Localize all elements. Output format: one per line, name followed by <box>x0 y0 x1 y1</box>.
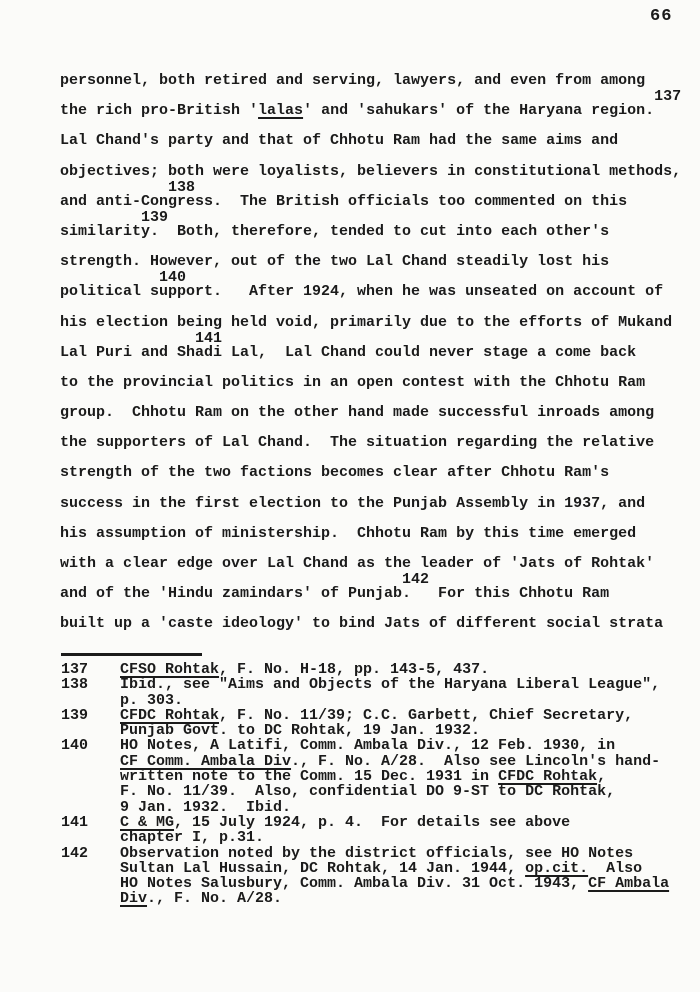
footnote-entry <box>61 738 695 814</box>
text-segment: objectives; both were loyalists, believers in constitutional methods, <box>60 162 682 180</box>
text-segment: and of the 'Hindu zamindars' of Punjab. For this Chhotu Ram <box>60 585 610 603</box>
text-segment: F. No. 11/39. Also, confidential DO 9-ST to DC Rohtak, <box>120 783 616 801</box>
text-segment: strength. However, out of the two Lal Chand steadily lost his <box>60 253 610 271</box>
text-segment: HO Notes, A Latifi, Comm. Ambala Div., 12 Feb. 1930, in <box>120 737 616 755</box>
footnote-line <box>120 738 695 753</box>
text-segment: 142 <box>60 571 430 589</box>
text-segment: built up a 'caste ideology' to bind Jats of different social strata <box>60 615 664 633</box>
text-line <box>60 126 696 156</box>
text-line <box>60 428 696 458</box>
footnote-number: 137 <box>61 661 89 678</box>
text-segment: ' and 'sahukars' of the Haryana region. <box>303 102 655 120</box>
text-segment: HO Notes Salusbury, Comm. Ambala Div. 31 Oct. 1943, <box>120 875 589 893</box>
underlined-text: lalas <box>258 102 304 120</box>
text-line <box>60 368 696 398</box>
text-segment: ., F. No. A/28. <box>147 890 283 908</box>
underlined-text: CFDC Rohtak <box>498 768 598 786</box>
text-segment: and anti-Congress. The British officials too commented on this <box>60 192 628 210</box>
text-line <box>60 519 696 549</box>
text-segment: his assumption of ministership. Chhotu Ram by this time emerged <box>60 524 637 542</box>
underlined-text: op.cit. <box>525 859 589 877</box>
text-segment: to the provincial politics in an open contest with the Chhotu Ram <box>60 373 646 391</box>
footnote-text <box>120 846 695 907</box>
footnote-line <box>120 800 695 815</box>
footnote-line <box>120 830 695 845</box>
text-segment: political support. After 1924, when he was unseated on account of <box>60 283 664 301</box>
footnote-text <box>120 738 695 814</box>
footnote-line <box>120 891 695 906</box>
footnote-line <box>120 677 695 692</box>
footnote-line <box>120 876 695 891</box>
underlined-text: Div <box>120 890 148 908</box>
footnote-line <box>120 784 695 799</box>
text-segment: his election being held void, primarily due to the efforts of Mukand <box>60 313 673 331</box>
text-segment: group. Chhotu Ram on the other hand made successful inroads among <box>60 404 655 422</box>
text-segment: 140 <box>60 269 187 287</box>
footnote-number: 138 <box>61 676 89 694</box>
text-line <box>60 458 696 488</box>
text-line <box>60 609 696 639</box>
footnote-line <box>120 846 695 861</box>
text-line <box>60 398 696 428</box>
text-segment: the rich pro-British ' <box>60 102 259 120</box>
text-segment: 137 <box>60 88 682 106</box>
footnote-line <box>120 769 695 784</box>
footnote-entry <box>61 677 695 708</box>
footnote-separator <box>61 653 202 656</box>
text-segment: the supporters of Lal Chand. The situation regarding the relative <box>60 434 655 452</box>
footnote-entry <box>61 662 695 677</box>
footnote-text <box>120 662 695 677</box>
text-segment: p. 303. <box>120 691 184 709</box>
footnote-entry <box>61 846 695 907</box>
footnotes <box>61 662 695 907</box>
text-segment: 141 <box>60 329 223 347</box>
text-segment: written note to the Comm. 15 Dec. 1931 in <box>120 768 499 786</box>
text-segment: 138 <box>60 178 196 196</box>
underlined-text: CFSO Rohtak <box>120 661 220 678</box>
footnote-line <box>120 815 695 830</box>
underlined-text: CFDC Rohtak <box>120 706 220 724</box>
text-segment: success in the first election to the Punjab Assembly in 1937, and <box>60 494 646 512</box>
footnote-number: 141 <box>61 813 89 831</box>
footnote-line <box>120 662 695 677</box>
text-segment: with a clear edge over Lal Chand as the leader of 'Jats of Rohtak' <box>60 555 655 572</box>
text-segment: Also <box>588 859 643 877</box>
footnote-entry <box>61 708 695 739</box>
text-segment: Lal Chand's party and that of Chhotu Ram had the same aims and <box>60 132 619 150</box>
text-segment: , F. No. 11/39; C.C. Garbett, Chief Secretary, <box>219 706 634 724</box>
text-segment: Sultan Lal Hussain, DC Rohtak, 14 Jan. 1944, <box>120 859 526 877</box>
text-segment: 139 <box>60 208 169 226</box>
footnote-line <box>120 754 695 769</box>
footnote-number: 142 <box>61 844 89 862</box>
text-line <box>60 489 696 519</box>
page-number: 66 <box>650 7 673 26</box>
footnote-text <box>120 815 695 846</box>
footnote-line <box>120 693 695 708</box>
text-segment: personnel, both retired and serving, lawyers, and even from among <box>60 72 646 89</box>
text-segment: similarity. Both, therefore, tended to cut into each other's <box>60 222 610 240</box>
text-segment: 9 Jan. 1932. Ibid. <box>120 798 292 816</box>
footnote-line <box>120 861 695 876</box>
text-segment: , F. No. H-18, pp. 143-5, 437. <box>219 661 490 678</box>
text-segment: ., F. No. A/28. Also see Lincoln's hand- <box>291 752 661 770</box>
footnote-line <box>120 708 695 723</box>
underlined-text: C & MG <box>120 813 175 831</box>
footnote-text <box>120 708 695 739</box>
text-segment: Punjab Govt. to DC Rohtak, 19 Jan. 1932. <box>120 722 481 740</box>
text-segment: , <box>597 768 607 786</box>
body-text <box>60 66 696 640</box>
text-segment: strength of the two factions becomes clear after Chhotu Ram's <box>60 464 610 482</box>
footnote-entry <box>61 815 695 846</box>
text-segment: , 15 July 1924, p. 4. For details see above <box>174 813 571 831</box>
footnote-text <box>120 677 695 708</box>
underlined-text: CF Comm. Ambala Div <box>120 752 292 770</box>
text-segment: Ibid., see "Aims and Objects of the Haryana Liberal League", <box>120 676 661 694</box>
footnote-number: 140 <box>61 737 89 755</box>
text-segment: chapter I, p.31. <box>120 829 265 847</box>
text-segment: Observation noted by the district officials, see HO Notes <box>120 844 634 862</box>
text-segment: Lal Puri and Shadi Lal, Lal Chand could never stage a come back <box>60 343 637 361</box>
underlined-text: CF Ambala <box>588 875 670 893</box>
footnote-number: 139 <box>61 706 89 724</box>
footnote-line <box>120 723 695 738</box>
